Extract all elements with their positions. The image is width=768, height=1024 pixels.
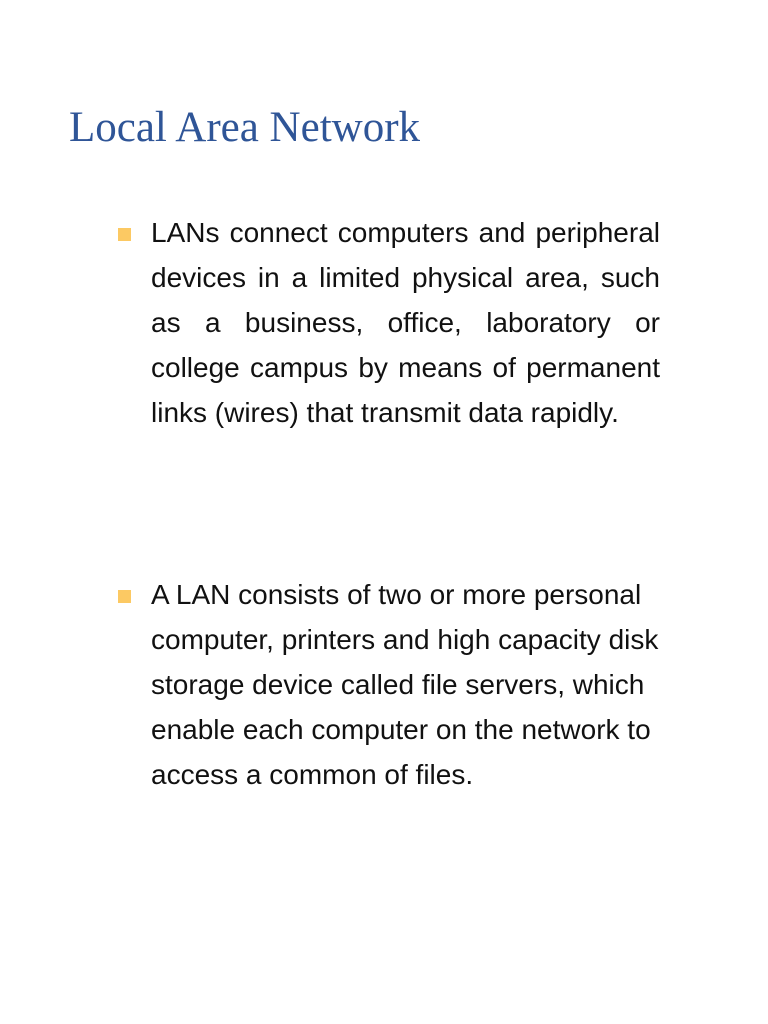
slide-title: Local Area Network: [69, 104, 421, 151]
square-bullet-icon: [118, 590, 131, 603]
square-bullet-icon: [118, 228, 131, 241]
bullet-text: LANs connect computers and peripheral devices in a limited physical area, such as a business, office, laboratory or college campus by means of permanent links (wires) that transmit data rapidly.: [151, 217, 660, 428]
bullet-text: A LAN consists of two or more personal computer, printers and high capacity disk storage device called file servers, which enable each computer on the network to access a common of files.: [151, 579, 659, 790]
